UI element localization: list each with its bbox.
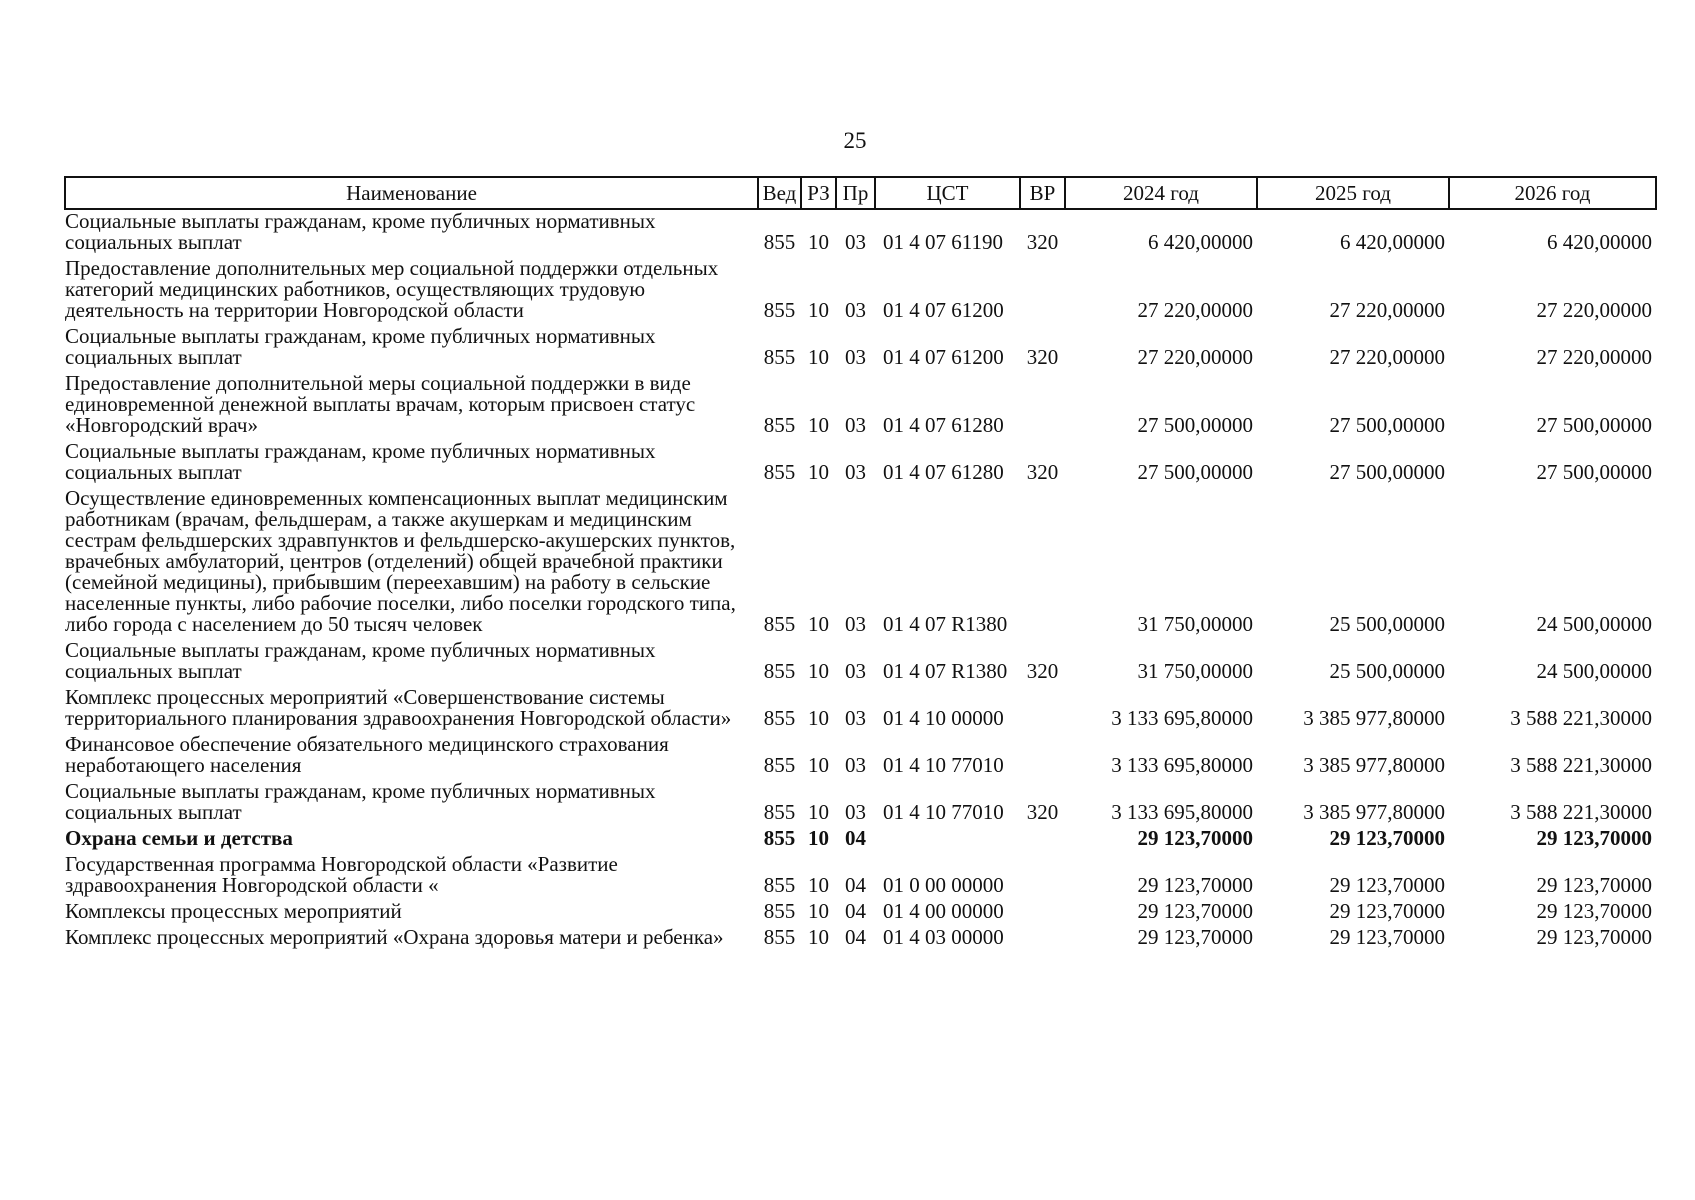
row-name: Осуществление единовременных компенсационных выплат медицинским работникам (врачам, фельдшерам, а также акушеркам и медицинским сестрам фельдшерских здравпунктов и фельдшерско-акушерских пунктов, врачебных амбулаторий, центров (отделений) общей врачебной практики (семейной медицины), прибывшим (переехавшим) на работу в сельские населенные пункты, либо рабочие поселки, либо поселки городского типа, либо города с населением до 50 тысяч человек <box>65 486 736 636</box>
row-value-2024: 27 500,00000 <box>1137 413 1253 437</box>
row-value-2026: 6 420,00000 <box>1547 230 1652 254</box>
row-ved: 855 <box>763 925 796 949</box>
row-name: Государственная программа Новгородской области «Развитие здравоохранения Новгородской области « <box>65 852 618 897</box>
row-cst: 01 4 00 00000 <box>883 899 1004 923</box>
row-vr <box>1020 372 1065 440</box>
row-value-2024: 29 123,70000 <box>1137 873 1253 897</box>
row-name: Комплекс процессных мероприятий «Охрана здоровья матери и ребенка» <box>65 925 724 949</box>
row-value-2024: 3 133 695,80000 <box>1111 706 1253 730</box>
row-rz: 10 <box>808 899 829 923</box>
row-value-2025: 25 500,00000 <box>1329 659 1445 683</box>
table-row <box>65 827 1656 853</box>
row-pr: 03 <box>845 298 866 322</box>
row-ved: 855 <box>763 230 796 254</box>
table-row <box>65 780 1656 827</box>
row-value-2025: 29 123,70000 <box>1329 873 1445 897</box>
row-ved: 855 <box>763 826 796 850</box>
row-pr: 03 <box>845 413 866 437</box>
table-row <box>65 209 1656 257</box>
table-row <box>65 440 1656 487</box>
row-vr <box>1020 257 1065 325</box>
row-vr <box>1020 853 1065 900</box>
row-cst: 01 4 07 61200 <box>883 345 1004 369</box>
row-cst: 01 4 07 61190 <box>883 230 1003 254</box>
header-name: Наименование <box>65 177 758 209</box>
row-value-2026: 27 500,00000 <box>1536 460 1652 484</box>
row-value-2025: 29 123,70000 <box>1329 925 1445 949</box>
row-name: Охрана семьи и детства <box>65 826 293 850</box>
row-value-2025: 27 500,00000 <box>1329 460 1445 484</box>
row-value-2026: 27 220,00000 <box>1536 345 1652 369</box>
row-value-2025: 27 220,00000 <box>1329 345 1445 369</box>
header-2026: 2026 год <box>1449 177 1656 209</box>
table-row <box>65 257 1656 325</box>
table-header-row <box>65 177 1656 209</box>
row-pr: 04 <box>845 873 866 897</box>
row-name: Социальные выплаты гражданам, кроме публичных нормативных социальных выплат <box>65 324 656 369</box>
row-ved: 855 <box>763 413 796 437</box>
row-value-2026: 3 588 221,30000 <box>1510 753 1652 777</box>
row-value-2025: 25 500,00000 <box>1329 612 1445 636</box>
row-rz: 10 <box>808 753 829 777</box>
budget-table <box>64 176 1657 952</box>
table-row <box>65 686 1656 733</box>
row-value-2026: 24 500,00000 <box>1536 659 1652 683</box>
row-ved: 855 <box>763 345 796 369</box>
row-value-2024: 27 500,00000 <box>1137 460 1253 484</box>
row-ved: 855 <box>763 659 796 683</box>
row-vr: 320 <box>1026 345 1059 369</box>
row-rz: 10 <box>808 298 829 322</box>
row-vr <box>1020 487 1065 639</box>
header-ved: Вед <box>758 177 801 209</box>
row-rz: 10 <box>808 925 829 949</box>
row-value-2026: 29 123,70000 <box>1536 826 1652 850</box>
row-name: Финансовое обеспечение обязательного медицинского страхования неработающего населения <box>65 732 669 777</box>
row-value-2024: 27 220,00000 <box>1137 345 1253 369</box>
row-rz: 10 <box>808 826 829 850</box>
header-rz: РЗ <box>801 177 836 209</box>
row-pr: 03 <box>845 706 866 730</box>
row-pr: 04 <box>845 899 866 923</box>
row-cst: 01 4 07 R1380 <box>883 612 1008 636</box>
row-rz: 10 <box>808 706 829 730</box>
row-vr: 320 <box>1026 230 1059 254</box>
row-rz: 10 <box>808 413 829 437</box>
row-ved: 855 <box>763 612 796 636</box>
row-pr: 04 <box>845 925 866 949</box>
row-cst <box>875 827 1020 853</box>
row-rz: 10 <box>808 612 829 636</box>
header-2025: 2025 год <box>1257 177 1449 209</box>
row-ved: 855 <box>763 706 796 730</box>
row-ved: 855 <box>763 298 796 322</box>
row-pr: 03 <box>845 800 866 824</box>
row-value-2025: 6 420,00000 <box>1340 230 1445 254</box>
row-value-2025: 27 220,00000 <box>1329 298 1445 322</box>
row-rz: 10 <box>808 873 829 897</box>
row-pr: 03 <box>845 230 866 254</box>
row-vr <box>1020 733 1065 780</box>
row-rz: 10 <box>808 230 829 254</box>
row-value-2025: 27 500,00000 <box>1329 413 1445 437</box>
row-cst: 01 4 03 00000 <box>883 925 1004 949</box>
row-rz: 10 <box>808 659 829 683</box>
page-number: 25 <box>843 128 867 153</box>
row-cst: 01 4 10 77010 <box>883 753 1004 777</box>
row-vr: 320 <box>1026 800 1059 824</box>
row-value-2024: 27 220,00000 <box>1137 298 1253 322</box>
row-ved: 855 <box>763 899 796 923</box>
table-row <box>65 733 1656 780</box>
row-vr <box>1020 926 1065 952</box>
row-ved: 855 <box>763 460 796 484</box>
row-value-2026: 27 220,00000 <box>1536 298 1652 322</box>
table-row <box>65 926 1656 952</box>
row-vr: 320 <box>1026 659 1059 683</box>
row-name: Социальные выплаты гражданам, кроме публичных нормативных социальных выплат <box>65 638 656 683</box>
row-value-2026: 27 500,00000 <box>1536 413 1652 437</box>
row-name: Социальные выплаты гражданам, кроме публичных нормативных социальных выплат <box>65 779 656 824</box>
table-row <box>65 372 1656 440</box>
table-body <box>65 209 1656 952</box>
row-value-2024: 29 123,70000 <box>1137 899 1253 923</box>
row-cst: 01 4 07 R1380 <box>883 659 1008 683</box>
row-pr: 03 <box>845 460 866 484</box>
row-ved: 855 <box>763 873 796 897</box>
row-value-2026: 29 123,70000 <box>1536 899 1652 923</box>
row-ved: 855 <box>763 800 796 824</box>
row-value-2024: 3 133 695,80000 <box>1111 753 1253 777</box>
header-2024: 2024 год <box>1065 177 1257 209</box>
table-row <box>65 639 1656 686</box>
row-value-2024: 29 123,70000 <box>1137 925 1253 949</box>
row-vr: 320 <box>1026 460 1059 484</box>
header-pr: Пр <box>836 177 875 209</box>
row-rz: 10 <box>808 345 829 369</box>
row-value-2025: 29 123,70000 <box>1329 826 1445 850</box>
row-value-2025: 3 385 977,80000 <box>1303 706 1445 730</box>
row-pr: 03 <box>845 753 866 777</box>
row-cst: 01 4 07 61280 <box>883 413 1004 437</box>
row-pr: 03 <box>845 659 866 683</box>
table-row <box>65 853 1656 900</box>
row-value-2024: 6 420,00000 <box>1148 230 1253 254</box>
row-vr <box>1020 686 1065 733</box>
row-name: Комплексы процессных мероприятий <box>65 899 402 923</box>
row-vr <box>1020 827 1065 853</box>
row-vr <box>1020 900 1065 926</box>
row-name: Социальные выплаты гражданам, кроме публичных нормативных социальных выплат <box>65 209 656 254</box>
row-value-2026: 24 500,00000 <box>1536 612 1652 636</box>
row-value-2024: 3 133 695,80000 <box>1111 800 1253 824</box>
row-pr: 03 <box>845 345 866 369</box>
row-cst: 01 0 00 00000 <box>883 873 1004 897</box>
row-name: Социальные выплаты гражданам, кроме публичных нормативных социальных выплат <box>65 439 656 484</box>
row-value-2026: 29 123,70000 <box>1536 873 1652 897</box>
row-name: Комплекс процессных мероприятий «Совершенствование системы территориального планирования здравоохранения Новгородской области» <box>65 685 732 730</box>
row-cst: 01 4 10 00000 <box>883 706 1004 730</box>
row-pr: 03 <box>845 612 866 636</box>
row-value-2026: 3 588 221,30000 <box>1510 706 1652 730</box>
row-value-2024: 31 750,00000 <box>1137 612 1253 636</box>
row-cst: 01 4 07 61200 <box>883 298 1004 322</box>
row-cst: 01 4 10 77010 <box>883 800 1004 824</box>
row-value-2024: 29 123,70000 <box>1137 826 1253 850</box>
row-value-2025: 3 385 977,80000 <box>1303 800 1445 824</box>
row-pr: 04 <box>845 826 866 850</box>
row-rz: 10 <box>808 800 829 824</box>
table-row <box>65 325 1656 372</box>
row-rz: 10 <box>808 460 829 484</box>
row-name: Предоставление дополнительной меры социальной поддержки в виде единовременной денежной выплаты врачам, которым присвоен статус «Новгородский врач» <box>65 371 696 437</box>
row-ved: 855 <box>763 753 796 777</box>
row-value-2026: 29 123,70000 <box>1536 925 1652 949</box>
header-vr: ВР <box>1020 177 1065 209</box>
header-cst: ЦСТ <box>875 177 1020 209</box>
row-cst: 01 4 07 61280 <box>883 460 1004 484</box>
table-row <box>65 900 1656 926</box>
row-value-2025: 29 123,70000 <box>1329 899 1445 923</box>
row-value-2025: 3 385 977,80000 <box>1303 753 1445 777</box>
row-name: Предоставление дополнительных мер социальной поддержки отдельных категорий медицинских работников, осуществляющих трудовую деятельность на территории Новгородской области <box>65 256 719 322</box>
row-value-2026: 3 588 221,30000 <box>1510 800 1652 824</box>
row-value-2024: 31 750,00000 <box>1137 659 1253 683</box>
table-row <box>65 487 1656 639</box>
